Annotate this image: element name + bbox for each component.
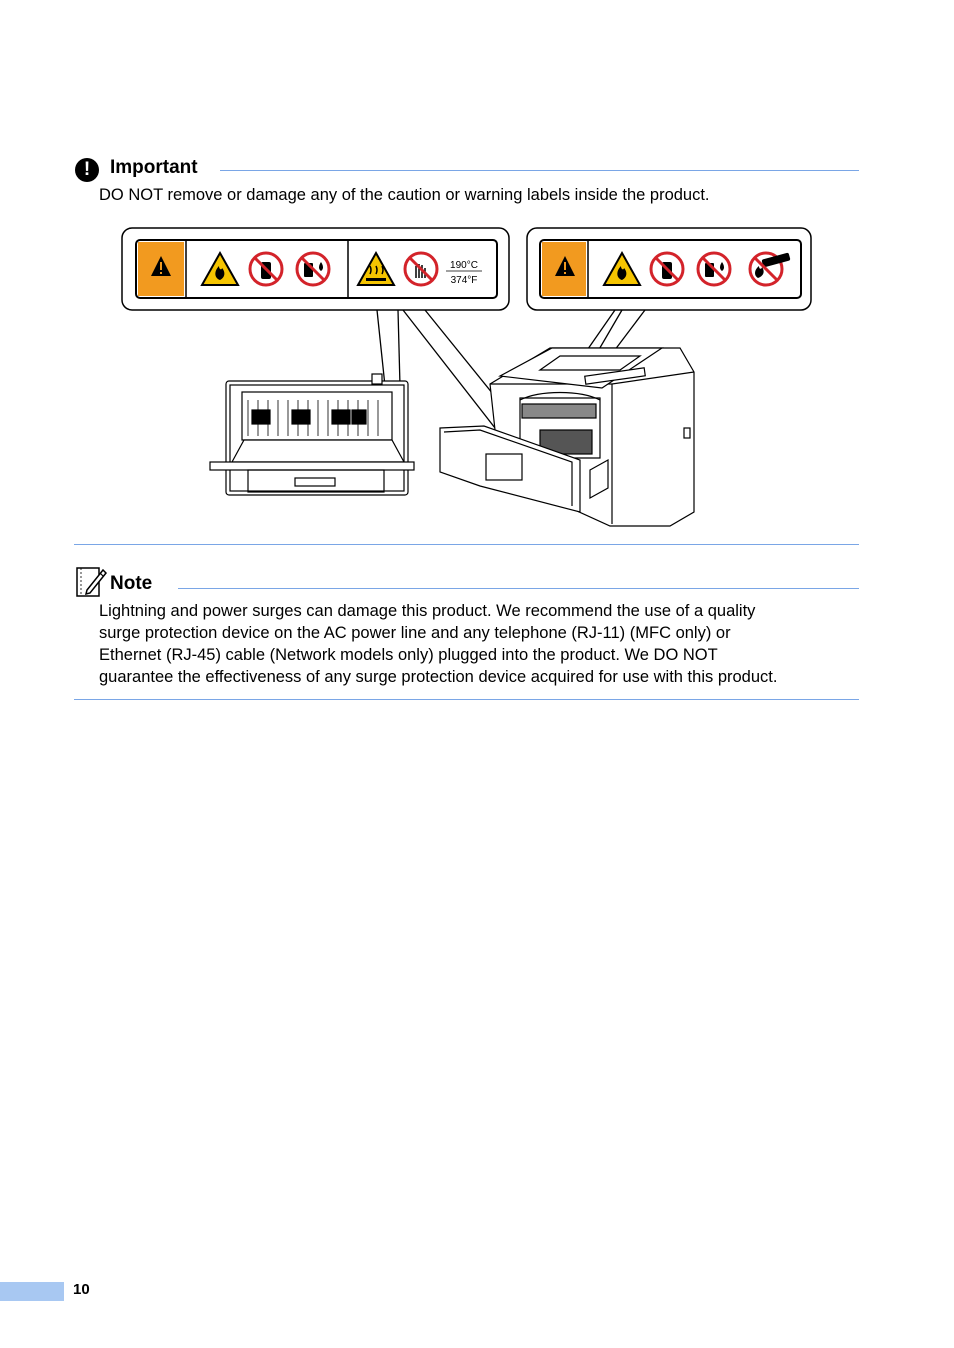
no-touch-icon [405,253,437,285]
warning-label-right [527,228,811,310]
note-line: guarantee the effectiveness of any surge protection device acquired for use with this product. [99,668,778,686]
no-liquid-cleaner-icon [297,253,329,285]
printer-rear-illustration [210,374,414,495]
warning-labels-figure [0,220,954,540]
note-line: Ethernet (RJ-45) cable (Network models only) plugged into the product. We DO NOT [99,646,718,664]
note-bottom-rule [74,699,859,700]
note-rule [178,588,859,589]
note-body [99,600,869,688]
important-icon: ! [75,158,99,182]
no-spray-icon [250,253,282,285]
footer-accent-bar [0,1282,64,1301]
note-line: Lightning and power surges can damage this product. We recommend the use of a quality [99,602,756,620]
note-line: surge protection device on the AC power line and any telephone (RJ-11) (MFC only) or [99,624,731,642]
note-title: Note [110,573,153,594]
temp-fahrenheit: 374°F [450,275,478,286]
temp-celsius: 190°C [450,260,478,271]
warning-label-left [122,228,509,310]
important-title: Important [110,157,198,178]
important-rule [220,170,859,171]
important-text: DO NOT remove or damage any of the caution or warning labels inside the product. [99,186,710,204]
note-pencil-icon [75,564,107,598]
important-bottom-rule [74,544,859,545]
page-number: 10 [73,1281,90,1298]
no-spray-icon [651,253,683,285]
no-liquid-cleaner-icon [698,253,730,285]
